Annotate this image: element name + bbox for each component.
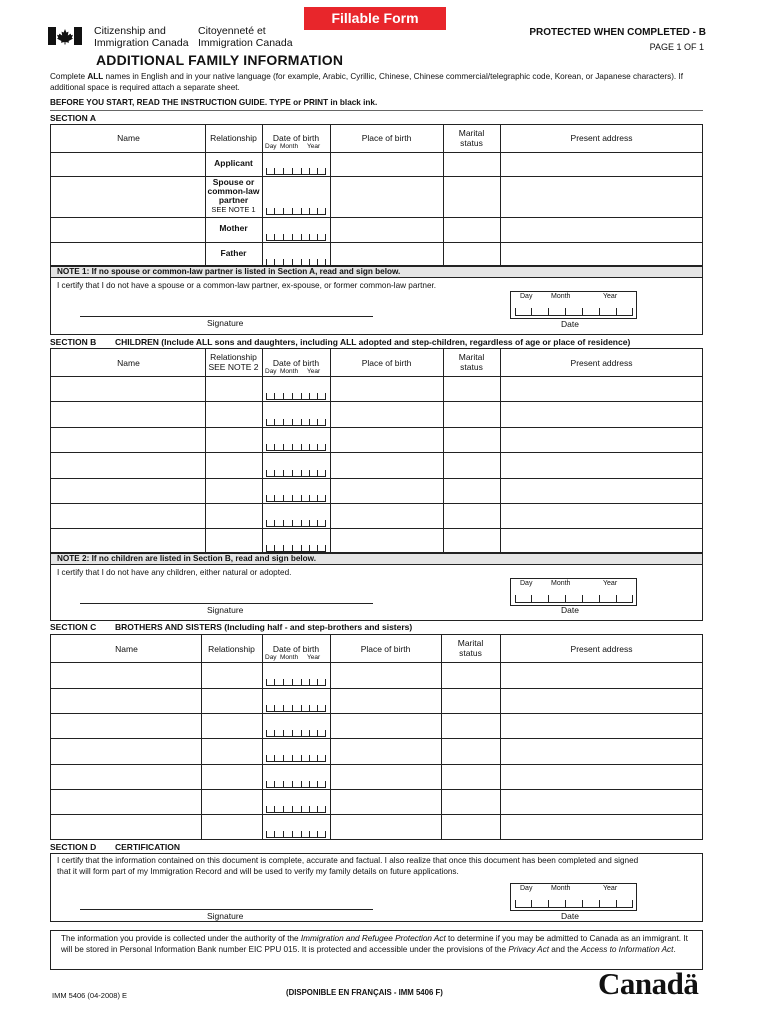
divider: [50, 427, 703, 428]
instruction-text: BEFORE YOU START, READ THE INSTRUCTION GUIDE. TYPE or PRINT in black ink.: [50, 98, 378, 107]
divider: [50, 152, 703, 153]
section-b-title: CHILDREN (Include ALL sons and daughters, including ALL adopted and step-children, regardless of age or place of residence): [115, 337, 631, 347]
date-tick-marks[interactable]: [266, 207, 326, 215]
section-c-title: BROTHERS AND SISTERS (Including half - and step-brothers and sisters): [115, 622, 413, 632]
french-availability: (DISPONIBLE EN FRANÇAIS - IMM 5406 F): [286, 988, 443, 997]
divider: [50, 452, 703, 453]
canada-flag-icon: [48, 27, 82, 45]
col-name: Name: [117, 358, 140, 368]
row-spouse-label: Spouse or common-law partner SEE NOTE 1: [207, 177, 260, 214]
signature-line[interactable]: [80, 603, 373, 604]
divider: [50, 242, 703, 243]
divider: [205, 348, 206, 553]
divider: [50, 764, 703, 765]
divider: [500, 348, 501, 553]
signature-label: Signature: [207, 911, 244, 921]
date-tick-marks[interactable]: [266, 704, 326, 712]
date-tick-marks[interactable]: [266, 805, 326, 813]
date-tick-marks[interactable]: [266, 443, 326, 451]
form-title: ADDITIONAL FAMILY INFORMATION: [96, 52, 344, 68]
date-tick-marks[interactable]: [266, 830, 326, 838]
dob-year: Year: [307, 654, 321, 661]
col-name: Name: [117, 133, 140, 143]
divider: [262, 124, 263, 266]
divider: [50, 789, 703, 790]
col-marital: Marital status: [457, 638, 484, 658]
certify-no-spouse-text: I certify that I do not have a spouse or a common-law partner, ex-spouse, or former common-law partner.: [57, 281, 437, 290]
note-1-certification-box: [50, 278, 703, 335]
divider: [201, 634, 202, 840]
section-d-certification-box: [50, 853, 703, 922]
date-field[interactable]: Day Month Year: [510, 291, 637, 319]
divider: [50, 503, 703, 504]
col-address: Present address: [570, 133, 633, 143]
dob-year: Year: [307, 143, 321, 150]
dob-month: Month: [280, 368, 299, 375]
section-a-label: SECTION A: [50, 113, 96, 123]
certification-text: I certify that the information contained on this document is complete, accurate and factual. I also realize that once this document has been completed and signed that it will form part of my Immigration Record and will be used to verify my family details on future applications.: [57, 856, 639, 876]
signature-line[interactable]: [80, 909, 373, 910]
section-b-label: SECTION B: [50, 337, 97, 347]
col-dob: Date of birth: [272, 358, 320, 368]
signature-line[interactable]: [80, 316, 373, 317]
date-tick-marks[interactable]: [266, 469, 326, 477]
divider: [50, 528, 703, 529]
col-relationship: Relationship: [210, 133, 257, 143]
dob-day: Day: [265, 143, 277, 150]
divider: [443, 348, 444, 553]
divider: [50, 110, 703, 111]
divider: [262, 634, 263, 840]
col-marital: Marital status: [458, 352, 485, 372]
divider: [50, 401, 703, 402]
divider: [50, 376, 703, 377]
date-tick-marks[interactable]: [266, 418, 326, 426]
section-c-table: [50, 634, 703, 840]
note-1: NOTE 1: If no spouse or common-law partner is listed in Section A, read and sign below.: [50, 266, 703, 278]
divider: [50, 176, 703, 177]
date-tick-marks[interactable]: [266, 519, 326, 527]
divider: [330, 124, 331, 266]
section-d-label: SECTION D: [50, 842, 97, 852]
date-tick-marks[interactable]: [266, 729, 326, 737]
divider: [262, 348, 263, 553]
date-tick-marks[interactable]: [266, 754, 326, 762]
dob-month: Month: [280, 654, 299, 661]
col-relationship: Relationship SEE NOTE 2: [208, 352, 259, 372]
divider: [500, 634, 501, 840]
col-place: Place of birth: [361, 133, 412, 143]
note-2-certification-box: [50, 565, 703, 621]
date-field[interactable]: Day Month Year: [510, 578, 637, 606]
dob-month: Month: [280, 143, 299, 150]
divider: [500, 124, 501, 266]
divider: [330, 348, 331, 553]
col-marital: Marital status: [458, 128, 485, 148]
divider: [330, 634, 331, 840]
note-2: NOTE 2: If no children are listed in Section B, read and sign below.: [50, 553, 703, 565]
divider: [441, 634, 442, 840]
date-tick-marks[interactable]: [266, 544, 326, 552]
dob-day: Day: [265, 654, 277, 661]
privacy-notice: The information you provide is collected under the authority of the Immigration and Refugee Protection Act to determine if you may be admitted to Canada as an immigrant. It will be stored in Personal Information Bank number EIC PPU 015. It is protected and accessible under the provisions of the Privacy Act and the Access to Information Act.: [50, 930, 703, 970]
date-tick-marks[interactable]: [266, 494, 326, 502]
date-tick-marks[interactable]: [266, 780, 326, 788]
col-place: Place of birth: [360, 644, 411, 654]
col-address: Present address: [570, 644, 633, 654]
col-dob: Date of birth: [272, 133, 320, 143]
col-relationship: Relationship: [208, 644, 255, 654]
date-tick-marks[interactable]: [266, 678, 326, 686]
page-number: PAGE 1 OF 1: [649, 42, 704, 52]
form-id: IMM 5406 (04-2008) E: [52, 991, 128, 1000]
fillable-form-badge[interactable]: Fillable Form: [304, 7, 446, 30]
section-a-table: [50, 124, 703, 266]
date-label: Date: [561, 605, 579, 615]
dob-day: Day: [265, 368, 277, 375]
date-label: Date: [561, 911, 579, 921]
date-tick-marks[interactable]: [266, 233, 326, 241]
divider: [50, 738, 703, 739]
row-applicant-label: Applicant: [214, 158, 253, 168]
col-address: Present address: [570, 358, 633, 368]
section-c-label: SECTION C: [50, 622, 97, 632]
protected-label: PROTECTED WHEN COMPLETED - B: [529, 27, 706, 38]
department-name-en: Citizenship and Immigration Canada: [94, 25, 189, 49]
date-label: Date: [561, 319, 579, 329]
section-d-title: CERTIFICATION: [115, 842, 181, 852]
intro-text: Complete ALL names in English and in your native language (for example, Arabic, Cyrillic, Chinese, Chinese commercial/telegraphic code, Korean, or Japanese characters). If additional space is required attach a separate sheet.: [50, 72, 684, 92]
divider: [50, 662, 703, 663]
canada-wordmark: Canadä: [598, 966, 699, 1001]
date-tick-marks[interactable]: [266, 167, 326, 175]
department-name-fr: Citoyenneté et Immigration Canada: [198, 25, 293, 49]
col-place: Place of birth: [361, 358, 412, 368]
date-tick-marks[interactable]: [266, 258, 326, 266]
divider: [50, 688, 703, 689]
section-b-table: [50, 348, 703, 553]
divider: [50, 713, 703, 714]
col-dob: Date of birth: [272, 644, 320, 654]
certify-no-children-text: I certify that I do not have any children, either natural or adopted.: [57, 568, 292, 577]
dob-year: Year: [307, 368, 321, 375]
signature-label: Signature: [207, 605, 244, 615]
divider: [50, 478, 703, 479]
date-tick-marks[interactable]: [266, 392, 326, 400]
col-name: Name: [115, 644, 138, 654]
divider: [50, 814, 703, 815]
signature-label: Signature: [207, 318, 244, 328]
row-mother-label: Mother: [219, 223, 248, 233]
date-field[interactable]: Day Month Year: [510, 883, 637, 911]
divider: [50, 217, 703, 218]
row-father-label: Father: [220, 248, 247, 258]
